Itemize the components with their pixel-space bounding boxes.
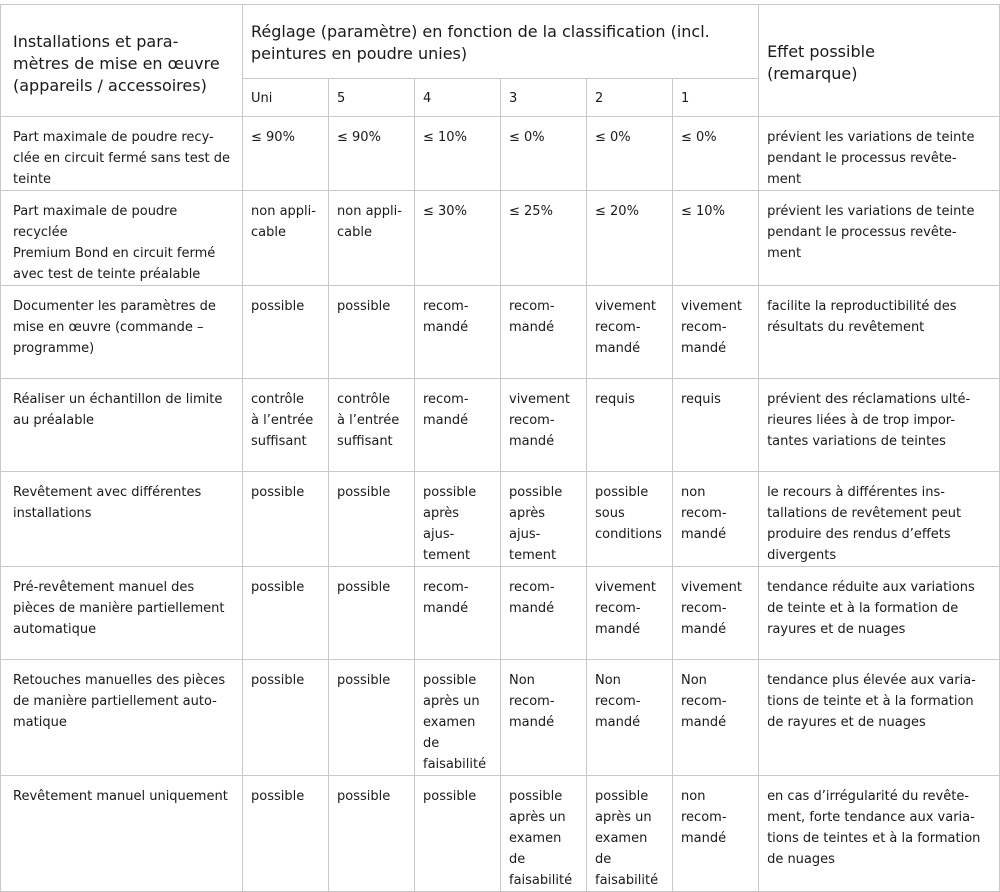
cell-2: possible sous conditions	[587, 472, 673, 567]
cell-4: ≤ 30%	[415, 191, 501, 286]
row-effect: le recours à différentes ins- tallations de revêtement peut produire des rendus d’effets divergents	[759, 472, 1000, 567]
cell-1: vivement recom- mandé	[673, 567, 759, 660]
row-label: Revêtement avec différentes installations	[1, 472, 243, 567]
row-label: Réaliser un échantillon de limite au préalable	[1, 379, 243, 472]
row-effect: facilite la reproductibilité des résultats du revêtement	[759, 286, 1000, 379]
cell-1: ≤ 10%	[673, 191, 759, 286]
cell-4: ≤ 10%	[415, 117, 501, 191]
cell-2: ≤ 20%	[587, 191, 673, 286]
table-row	[1, 660, 1000, 776]
cell-3: ≤ 25%	[501, 191, 587, 286]
cell-uni: non appli- cable	[243, 191, 329, 286]
cell-uni: possible	[243, 472, 329, 567]
cell-2: possible après un examen de faisabilité	[587, 776, 673, 892]
cell-2: requis	[587, 379, 673, 472]
subheader-2: 2	[587, 79, 673, 117]
table-row	[1, 472, 1000, 567]
header-installations: Installations et para- mètres de mise en œuvre (appareils / accessoires)	[1, 5, 243, 117]
cell-1: ≤ 0%	[673, 117, 759, 191]
header-row	[1, 5, 1000, 79]
cell-1: Non recom- mandé	[673, 660, 759, 776]
cell-5: contrôle à l’entrée suffisant	[329, 379, 415, 472]
subheader-1: 1	[673, 79, 759, 117]
subheader-5: 5	[329, 79, 415, 117]
cell-4: recom- mandé	[415, 286, 501, 379]
cell-4: possible	[415, 776, 501, 892]
cell-1: vivement recom- mandé	[673, 286, 759, 379]
cell-2: vivement recom- mandé	[587, 286, 673, 379]
table-row	[1, 191, 1000, 286]
cell-5: possible	[329, 776, 415, 892]
cell-3: recom- mandé	[501, 286, 587, 379]
cell-3: recom- mandé	[501, 567, 587, 660]
row-label: Pré-revêtement manuel des pièces de manière partiellement automatique	[1, 567, 243, 660]
row-effect: prévient les variations de teinte pendant le processus revête- ment	[759, 191, 1000, 286]
cell-5: possible	[329, 472, 415, 567]
subheader-4: 4	[415, 79, 501, 117]
cell-3: Non recom- mandé	[501, 660, 587, 776]
cell-uni: possible	[243, 660, 329, 776]
cell-uni: contrôle à l’entrée suffisant	[243, 379, 329, 472]
row-effect: prévient des réclamations ulté- rieures liées à de trop impor- tantes variations de teintes	[759, 379, 1000, 472]
cell-1: requis	[673, 379, 759, 472]
cell-uni: possible	[243, 567, 329, 660]
cell-3: possible après ajus- tement	[501, 472, 587, 567]
cell-5: possible	[329, 567, 415, 660]
cell-5: possible	[329, 286, 415, 379]
cell-uni: possible	[243, 286, 329, 379]
cell-4: recom- mandé	[415, 567, 501, 660]
table-row	[1, 776, 1000, 892]
row-effect: en cas d’irrégularité du revête- ment, forte tendance aux varia- tions de teintes et à la formation de nuages	[759, 776, 1000, 892]
subheader-uni: Uni	[243, 79, 329, 117]
cell-uni: possible	[243, 776, 329, 892]
table-row	[1, 379, 1000, 472]
cell-4: recom- mandé	[415, 379, 501, 472]
row-label: Retouches manuelles des pièces de manière partiellement auto- matique	[1, 660, 243, 776]
row-effect: tendance plus élevée aux varia- tions de teinte et à la formation de rayures et de nuages	[759, 660, 1000, 776]
row-effect: tendance réduite aux variations de teinte et à la formation de rayures et de nuages	[759, 567, 1000, 660]
cell-2: ≤ 0%	[587, 117, 673, 191]
cell-2: vivement recom- mandé	[587, 567, 673, 660]
table-row	[1, 117, 1000, 191]
cell-3: possible après un examen de faisabilité	[501, 776, 587, 892]
cell-1: non recom- mandé	[673, 776, 759, 892]
cell-5: non appli- cable	[329, 191, 415, 286]
table-row	[1, 286, 1000, 379]
cell-2: Non recom- mandé	[587, 660, 673, 776]
cell-3: ≤ 0%	[501, 117, 587, 191]
cell-5: possible	[329, 660, 415, 776]
table-row	[1, 567, 1000, 660]
subheader-3: 3	[501, 79, 587, 117]
row-label: Part maximale de poudre recy- clée en circuit fermé sans test de teinte	[1, 117, 243, 191]
row-label: Documenter les paramètres de mise en œuvre (commande – programme)	[1, 286, 243, 379]
cell-4: possible après ajus- tement	[415, 472, 501, 567]
row-effect: prévient les variations de teinte pendant le processus revête- ment	[759, 117, 1000, 191]
cell-4: possible après un examen de faisabilité	[415, 660, 501, 776]
cell-uni: ≤ 90%	[243, 117, 329, 191]
header-classification-group: Réglage (paramètre) en fonction de la classification (incl. peintures en poudre unies)	[243, 5, 759, 79]
cell-3: vivement recom- mandé	[501, 379, 587, 472]
row-label: Part maximale de poudre recyclée Premium Bond en circuit fermé avec test de teinte préalable	[1, 191, 243, 286]
header-effect: Effet possible (remarque)	[759, 5, 1000, 117]
classification-table	[0, 4, 1000, 892]
cell-1: non recom- mandé	[673, 472, 759, 567]
cell-5: ≤ 90%	[329, 117, 415, 191]
row-label: Revêtement manuel uniquement	[1, 776, 243, 892]
